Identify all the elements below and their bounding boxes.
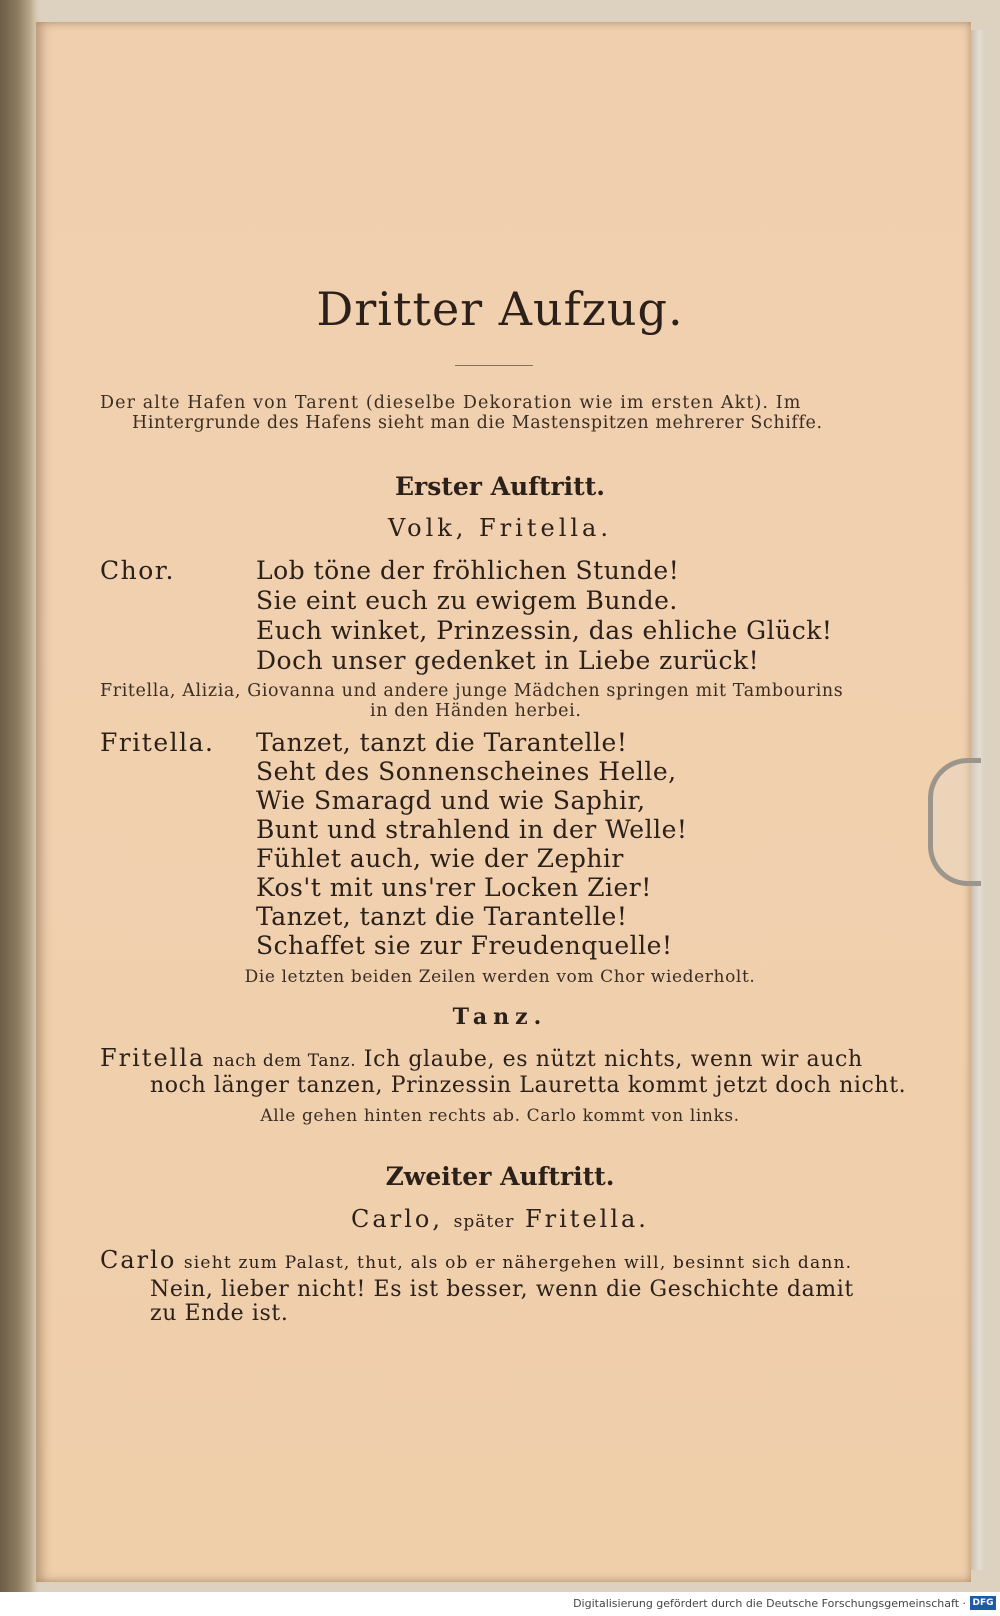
scene2-person-fritella: Fritella. bbox=[525, 1205, 649, 1233]
fritella-line: Schaffet sie zur Freudenquelle! bbox=[256, 931, 673, 960]
prose-direction: nach dem Tanz. bbox=[212, 1051, 357, 1071]
footer-bar bbox=[0, 1592, 1000, 1616]
scene2-line-direction bbox=[100, 1246, 852, 1274]
fritella-line: Tanzet, tanzt die Tarantelle! bbox=[256, 728, 628, 757]
setting-line-2: Hintergrunde des Hafens sieht man die Mastenspitzen mehrerer Schiffe. bbox=[132, 413, 823, 433]
scene1-persons: Volk, Fritella. bbox=[388, 514, 612, 542]
scene2-direction: sieht zum Palast, thut, als ob er nähergehen will, besinnt sich dann. bbox=[183, 1253, 853, 1273]
fritella-line: Wie Smaragd und wie Saphir, bbox=[256, 786, 646, 815]
direction-repeat: Die letzten beiden Zeilen werden vom Chor wiederholt. bbox=[244, 967, 756, 987]
prose-line-2: noch länger tanzen, Prinzessin Lauretta kommt jetzt doch nicht. bbox=[150, 1073, 907, 1098]
scene2-heading: Zweiter Auftritt. bbox=[385, 1162, 615, 1191]
title-rule bbox=[455, 365, 533, 366]
direction-entrance-2: in den Händen herbei. bbox=[370, 701, 582, 721]
setting-line-1: Der alte Hafen von Tarent (dieselbe Dekoration wie im ersten Akt). Im bbox=[100, 393, 802, 413]
scene1-heading: Erster Auftritt. bbox=[395, 472, 605, 501]
chor-line: Lob töne der fröhlichen Stunde! bbox=[256, 556, 680, 585]
fritella-line: Fühlet auch, wie der Zephir bbox=[256, 844, 624, 873]
dfg-logo: DFG bbox=[970, 1596, 996, 1610]
prose-text-1: Ich glaube, es nützt nichts, wenn wir auch bbox=[363, 1047, 863, 1072]
direction-entrance-1: Fritella, Alizia, Giovanna und andere junge Mädchen springen mit Tambourins bbox=[100, 681, 844, 701]
scene2-later: später bbox=[453, 1212, 515, 1232]
paper-clip bbox=[928, 758, 981, 886]
scene2-persons bbox=[0, 1205, 1000, 1233]
fritella-line: Bunt und strahlend in der Welle! bbox=[256, 815, 688, 844]
chor-line: Sie eint euch zu ewigem Bunde. bbox=[256, 586, 678, 615]
direction-exit: Alle gehen hinten rechts ab. Carlo kommt von links. bbox=[260, 1106, 740, 1126]
scene2-speaker: Carlo bbox=[100, 1246, 177, 1274]
footer-credit: Digitalisierung gefördert durch die Deutsche Forschungsgemeinschaft · bbox=[573, 1597, 966, 1610]
prose-speaker: Fritella bbox=[100, 1044, 206, 1072]
chor-line: Euch winket, Prinzessin, das ehliche Glück! bbox=[256, 616, 833, 645]
fritella-line: Tanzet, tanzt die Tarantelle! bbox=[256, 902, 628, 931]
dance-heading: Tanz. bbox=[452, 1004, 548, 1030]
fritella-line: Seht des Sonnenscheines Helle, bbox=[256, 757, 677, 786]
speaker-fritella: Fritella. bbox=[100, 728, 215, 757]
act-title: Dritter Aufzug. bbox=[316, 282, 684, 336]
fritella-line: Kos't mit uns'rer Locken Zier! bbox=[256, 873, 652, 902]
chor-line: Doch unser gedenket in Liebe zurück! bbox=[256, 646, 760, 675]
speaker-chor: Chor. bbox=[100, 556, 175, 585]
scene2-line-1: Nein, lieber nicht! Es ist besser, wenn die Geschichte damit bbox=[150, 1277, 854, 1302]
scene2-line-2: zu Ende ist. bbox=[150, 1301, 289, 1326]
scene2-person-carlo: Carlo, bbox=[351, 1205, 443, 1233]
prose-line-1 bbox=[100, 1044, 863, 1072]
